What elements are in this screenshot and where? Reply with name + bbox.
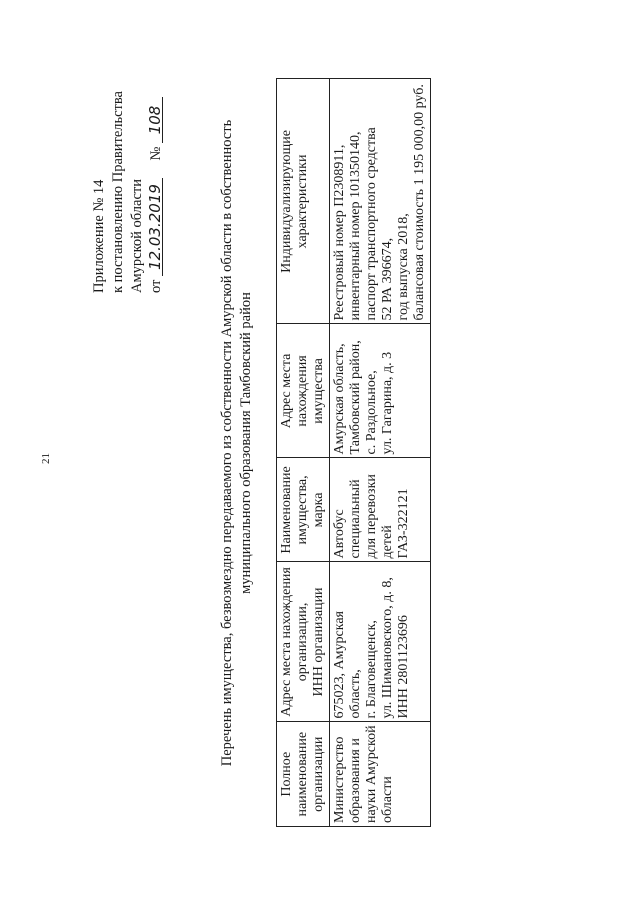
table-row xyxy=(330,79,431,827)
date-prefix: от xyxy=(148,279,164,293)
cell-property-name: Автобус специальный для перевозки детей ГАЗ-322121 xyxy=(330,458,431,562)
document-title xyxy=(218,63,256,823)
handwritten-number: 108 xyxy=(148,97,163,143)
appendix-line-1: Приложение № 14 xyxy=(91,179,107,293)
table-header-row xyxy=(277,79,330,827)
cell-characteristics: Реестровый номер П2308911, инвентарный номер 101350140, паспорт транспортного средства 52 РА 396674, год выпуска 2018, балансовая стоимость 1 195 000,00 руб. xyxy=(330,79,431,324)
property-table xyxy=(276,78,431,827)
header-characteristics: Индивидуализирующие характеристики xyxy=(277,79,330,324)
header-org-address: Адрес места нахождения организации, ИНН организации xyxy=(277,562,330,722)
header-property-name: Наименование имущества, марка xyxy=(277,458,330,562)
title-line-1: Перечень имущества, безвозмездно передаваемого из собственности Амурской области в собственность xyxy=(219,119,235,767)
number-label: № xyxy=(148,146,164,161)
cell-org-address: 675023, Амурская область, г. Благовещенск, ул. Шимановского, д. 8, ИНН 2801123696 xyxy=(330,562,431,722)
appendix-line-3: Амурской области xyxy=(129,179,145,293)
handwritten-date: 12.03.2019 xyxy=(148,178,163,276)
page-number: 21 xyxy=(40,453,52,464)
title-line-2: муниципального образования Тамбовский район xyxy=(238,292,254,594)
cell-org-name: Министерство образования и науки Амурской области xyxy=(330,722,431,827)
cell-property-address: Амурская область, Тамбовский район, с. Раздольное, ул. Гагарина, д. 3 xyxy=(330,324,431,458)
header-property-address: Адрес места нахождения имущества xyxy=(277,324,330,458)
header-org-name: Полное наименование организации xyxy=(277,722,330,827)
appendix-date-line xyxy=(147,91,166,293)
appendix-line-2: к постановлению Правительства xyxy=(110,91,126,293)
appendix-block xyxy=(90,91,166,293)
